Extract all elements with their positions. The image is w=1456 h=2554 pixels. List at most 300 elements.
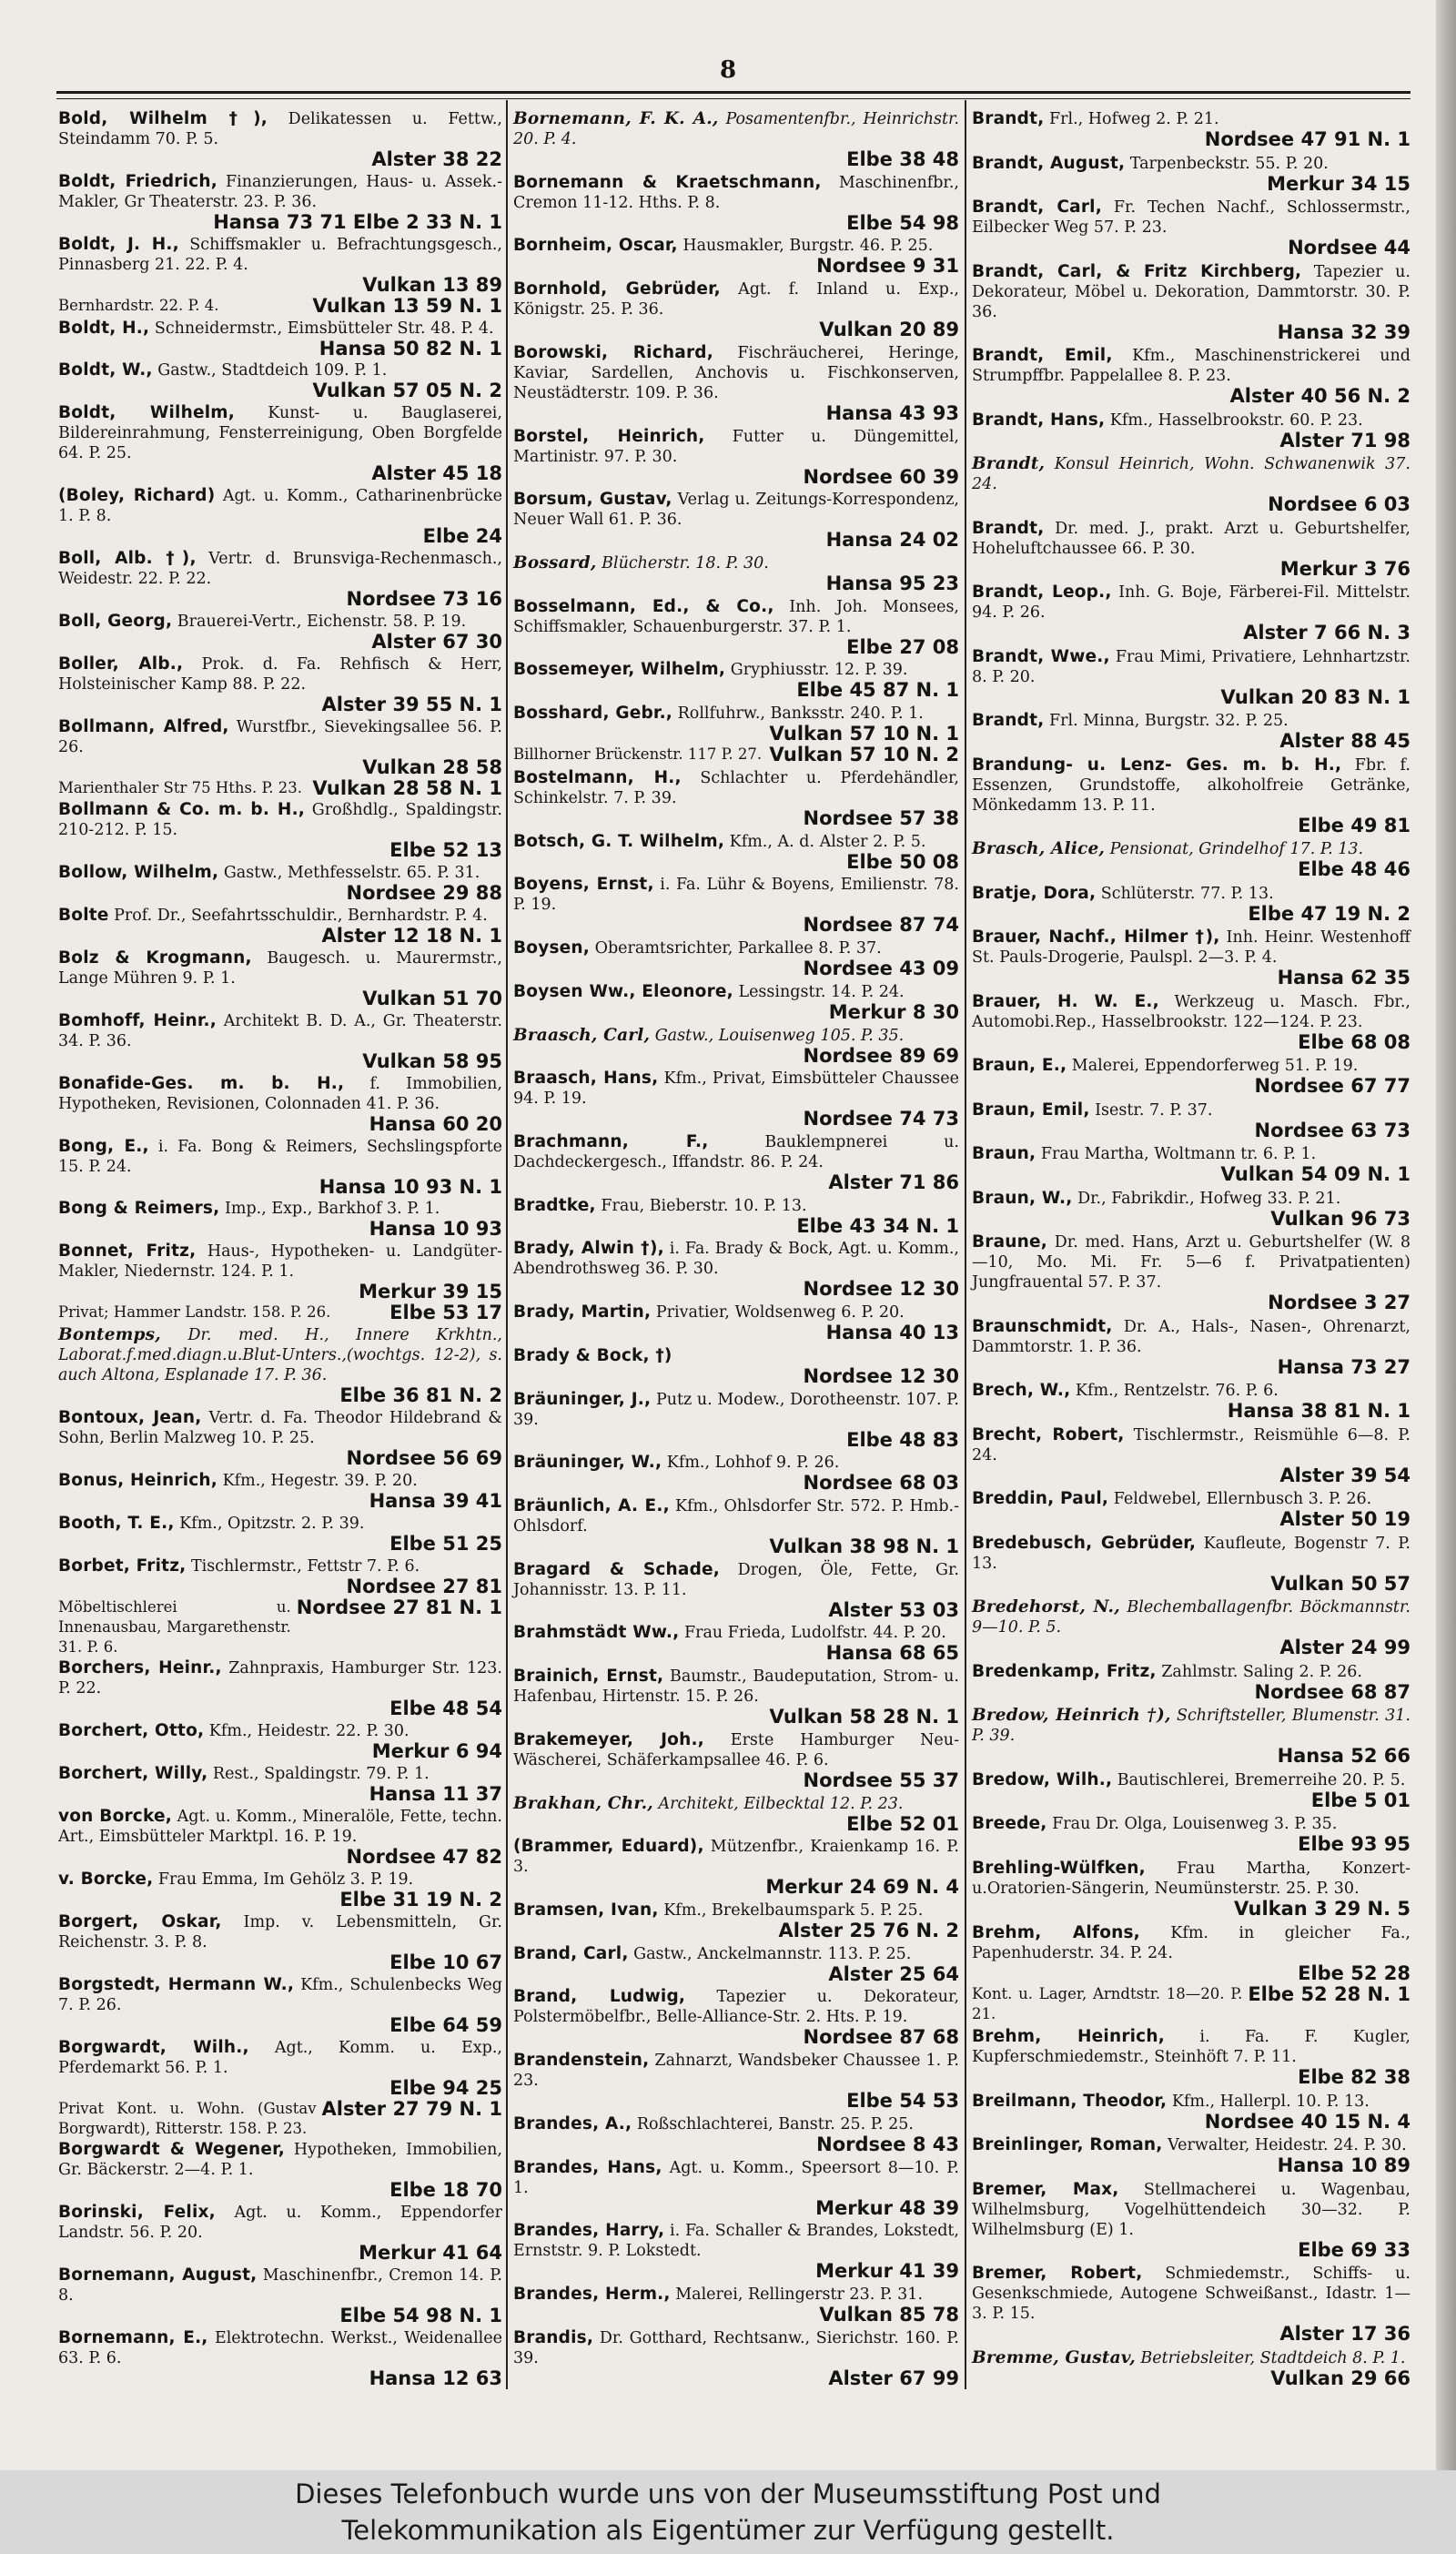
- entry-description: Fr. Techen Nachf., Schlossermstr., Eilbecker Weg 57. P. 23.: [972, 198, 1410, 238]
- phone-number: Nordsee 12 30: [803, 1279, 959, 1301]
- directory-entry: [513, 1987, 959, 2048]
- entry-name: Bontemps,: [58, 1325, 161, 1345]
- directory-entry: [513, 2051, 959, 2112]
- entry-name: Bräuninger, W.,: [513, 1453, 662, 1473]
- entry-description: Schlachter u. Pferdehändler, Schinkelstr. 7. P. 39.: [513, 768, 959, 807]
- entry-description: Tischlermstr., Fettstr 7. P. 6.: [190, 1556, 420, 1576]
- entry-name: Brandt, Emil,: [972, 346, 1113, 366]
- phone-number: Vulkan 28 58 N. 1: [312, 777, 502, 799]
- entry-description: Erste Hamburger Neu-Wäscherei, Schäferkampsallee 46. P. 6.: [513, 1730, 959, 1769]
- phone-number: Vulkan 51 70: [362, 988, 502, 1010]
- directory-entry: [513, 1026, 959, 1067]
- entry-description: Agt. f. Inland u. Exp., Königstr. 25. P. 36.: [513, 280, 959, 319]
- entry-name: Brauer, H. W. E.,: [972, 991, 1159, 1011]
- phone-number: Elbe 45 87 N. 1: [796, 680, 959, 702]
- entry-description: Kfm., Maschinenstrickerei und Strumpffbr. Pappelallee 8. P. 23.: [972, 347, 1410, 386]
- phone-number: Hansa 24 02: [825, 530, 959, 552]
- phone-number: Alster 71 86: [828, 1171, 959, 1193]
- phone-number: Vulkan 13 89: [362, 274, 502, 296]
- phone-number: Alster 27 79 N. 1: [321, 2098, 502, 2120]
- directory-entry: [972, 454, 1410, 515]
- entry-name: Bremer, Max,: [972, 2179, 1119, 2199]
- directory-entry: [972, 2135, 1410, 2176]
- entry-name: Bremme, Gustav,: [972, 2347, 1136, 2367]
- entry-description: i. Fa. Schaller & Brandes, Lokstedt, Ernststr. 9. P. Lokstedt.: [513, 2222, 959, 2261]
- entry-description: Bauklempnerei u. Dachdeckergesch., Iffandstr. 86. P. 24.: [513, 1132, 959, 1171]
- directory-entry: [58, 2265, 502, 2326]
- page-number: 8: [719, 56, 737, 84]
- directory-entry: [972, 1706, 1410, 1767]
- entry-name: Boldt, W.,: [58, 360, 153, 380]
- entry-description: Rest., Spaldingstr. 79. P. 1.: [212, 1765, 430, 1784]
- directory-entry: [58, 319, 502, 360]
- entry-name: Brandt, Wwe.,: [972, 646, 1110, 666]
- entry-description: Maschinenfbr., Cremon 11-12. Hths. P. 8.: [513, 173, 959, 212]
- entry-description: Frau Martha, Konzert-u.Oratorien-Sängerin, Neumünsterstr. 25. P. 30.: [972, 1859, 1410, 1898]
- directory-entry: [58, 1074, 502, 1135]
- entry-name: Brandt, Leop.,: [972, 583, 1112, 603]
- entry-name: Bollow, Wilhelm,: [58, 863, 219, 883]
- directory-entry: [972, 2092, 1410, 2133]
- directory-entry: [58, 1199, 502, 1240]
- entry-name: Bredenkamp, Fritz,: [972, 1661, 1157, 1681]
- phone-number: Alster 24 99: [1279, 1637, 1410, 1659]
- phone-number: Hansa 32 39: [1277, 321, 1410, 343]
- phone-number: Alster 25 64: [828, 1963, 959, 1985]
- entry-additional-line: [58, 2099, 502, 2139]
- directory-entry: [972, 1232, 1410, 1313]
- phone-number: Nordsee 6 03: [1268, 494, 1410, 516]
- phone-number: Elbe 24: [422, 526, 502, 548]
- entry-name: Brady, Martin,: [513, 1302, 652, 1323]
- phone-number: Merkur 8 30: [828, 1001, 959, 1023]
- phone-number: Vulkan 3 29 N. 5: [1234, 1898, 1410, 1920]
- phone-number: Nordsee 67 77: [1254, 1076, 1410, 1098]
- entry-description: Fischräucherei, Heringe, Kaviar, Sardellen, Anchovis u. Fischkonserven, Neustädterstr. 109. P. 36.: [513, 343, 959, 402]
- entry-name: Bradtke,: [513, 1195, 596, 1215]
- entry-description: Zahnarzt, Wandsbeker Chaussee 1. P. 23.: [513, 2052, 959, 2091]
- directory-entry: [972, 1317, 1410, 1378]
- directory-entry: [513, 1667, 959, 1728]
- directory-entry: [972, 109, 1410, 150]
- entry-name: Bolz & Krogmann,: [58, 948, 252, 968]
- directory-entry: [972, 1056, 1410, 1097]
- phone-number: Vulkan 28 58: [362, 756, 502, 778]
- directory-entry: [972, 1381, 1410, 1422]
- entry-name: Bollmann, Alfred,: [58, 716, 229, 736]
- entry-description: Dr. med. H., Innere Krkhtn., Laborat.f.med.diagn.u.Blut-Unters.,(wochtgs. 12-2), s. auch Altona, Esplanade 17. P. 36.: [58, 1326, 502, 1385]
- entry-description: Frau, Bieberstr. 10. P. 13.: [601, 1196, 807, 1215]
- entry-name: Brandung- u. Lenz- Ges. m. b. H.,: [972, 755, 1342, 775]
- phone-number: Elbe 93 95: [1298, 1834, 1410, 1856]
- directory-entry: [972, 262, 1410, 343]
- phone-number: Vulkan 38 98 N. 1: [769, 1535, 959, 1557]
- phone-number: Elbe 48 54: [389, 1698, 502, 1720]
- entry-description: Brauerei-Vertr., Eichenstr. 58. P. 19.: [177, 612, 467, 631]
- phone-number: Elbe 52 01: [846, 1813, 959, 1835]
- footer-line-1: Dieses Telefonbuch wurde uns von der Museumsstiftung Post und: [295, 2478, 1161, 2509]
- entry-description: Stellmacherei u. Wagenbau, Wilhelmsburg, Vogelhüttendeich 30—32. P. Wilhelmsburg (E) 1.: [972, 2180, 1410, 2239]
- directory-entry: [972, 154, 1410, 195]
- directory-entry: [972, 2348, 1410, 2389]
- directory-entry: [513, 875, 959, 936]
- directory-entry: [513, 236, 959, 277]
- entry-name: Botsch, G. T. Wilhelm,: [513, 831, 725, 851]
- directory-entry: [513, 1560, 959, 1621]
- entry-description: Schneidermstr., Eimsbütteler Str. 48. P. 4.: [154, 319, 494, 338]
- entry-description: Schiffsmakler u. Befrachtungsgesch., Pinnasberg 21. 22. P. 4.: [58, 235, 502, 274]
- phone-number: Alster 12 18 N. 1: [321, 926, 502, 948]
- directory-entry: [513, 553, 959, 594]
- entry-description: Tischlermstr., Reismühle 6—8. P. 24.: [972, 1425, 1410, 1464]
- phone-number: Elbe 51 25: [389, 1533, 502, 1555]
- directory-entry: [972, 1189, 1410, 1230]
- entry-name: Braun, W.,: [972, 1188, 1073, 1208]
- phone-number: Vulkan 96 73: [1270, 1208, 1410, 1230]
- directory-entry: [972, 1859, 1410, 1920]
- entry-name: Breede,: [972, 1814, 1047, 1834]
- entry-name: Bräuninger, J.,: [513, 1389, 652, 1409]
- directory-entry: [972, 647, 1410, 708]
- directory-entry: [58, 1471, 502, 1512]
- directory-entry: [58, 403, 502, 484]
- phone-number: Merkur 6 94: [371, 1741, 502, 1763]
- directory-entry: [513, 1837, 959, 1898]
- column-separator: [965, 100, 966, 2389]
- entry-description: Agt. u. Komm., Eppendorfer Landstr. 56. P. 20.: [58, 2204, 502, 2243]
- directory-entry: [58, 1242, 502, 1323]
- directory-entry: [513, 1346, 959, 1387]
- directory-entry: [972, 1534, 1410, 1595]
- entry-name: Bredow, Wilh.,: [972, 1769, 1113, 1789]
- directory-entry: [972, 1923, 1410, 2024]
- entry-name: Brainich, Ernst,: [513, 1667, 664, 1687]
- entry-address: Bernhardstr. 22. P. 4.: [58, 296, 219, 314]
- entry-description: Imp., Exp., Barkhof 3. P. 1.: [224, 1200, 440, 1219]
- entry-name: Brandt,: [972, 109, 1045, 128]
- entry-description: Architekt, Eilbecktal 12. P. 23.: [658, 1794, 904, 1813]
- entry-name: Brandt, Hans,: [972, 410, 1106, 430]
- entry-description: Kfm., Hallerpl. 10. P. 13.: [1171, 2092, 1370, 2111]
- entry-description: Kfm., Brekelbaumspark 5. P. 25.: [663, 1901, 924, 1920]
- phone-number: Hansa 60 20: [369, 1113, 502, 1135]
- entry-description: Prok. d. Fa. Rehfisch & Herr, Holsteinischer Kamp 88. P. 22.: [58, 654, 502, 694]
- phone-number: Alster 38 22: [371, 149, 502, 170]
- phone-number: Elbe 47 19 N. 2: [1248, 903, 1410, 925]
- entry-name: Brandt, Carl,: [972, 198, 1102, 218]
- entry-description: Verwalter, Heidestr. 24. P. 30.: [1168, 2136, 1407, 2155]
- directory-entry: [58, 1514, 502, 1555]
- directory-entry: [513, 832, 959, 873]
- entry-name: Bornhold, Gebrüder,: [513, 279, 721, 299]
- entry-name: Brandt, Carl, & Fritz Kirchberg,: [972, 261, 1302, 281]
- entry-description: Schriftsteller, Blumenstr. 31. P. 39.: [972, 1707, 1410, 1746]
- directory-entry: [513, 1623, 959, 1664]
- entry-description: i. Fa. Bong & Reimers, Sechslingspforte 15. P. 24.: [58, 1137, 503, 1176]
- header-rule: [56, 91, 1410, 94]
- entry-description: Delikatessen u. Fettw., Steindamm 70. P. 5.: [58, 110, 502, 148]
- entry-description: Rollfuhrw., Banksstr. 240. P. 1.: [677, 704, 924, 724]
- entry-description: Haus-, Hypotheken- u. Landgüter-Makler, Niedernstr. 124. P. 1.: [58, 1242, 502, 1282]
- phone-number: Vulkan 85 78: [819, 2305, 959, 2326]
- phone-number: Nordsee 73 16: [346, 589, 502, 611]
- directory-entry: [58, 863, 502, 904]
- phone-number: Hansa 68 65: [825, 1643, 959, 1665]
- entry-description: Blechemballagenfbr. Böckmannstr. 9—10. P. 5.: [972, 1598, 1410, 1637]
- entry-description: Inh. Heinr. Westenhoff St. Pauls-Drogerie, Paulspl. 2—3. P. 4.: [972, 928, 1410, 968]
- entry-description: Tapezier u. Dekorateur, Möbel u. Dekoration, Dammtorstr. 30. P. 36.: [972, 262, 1410, 321]
- entry-name: Braun,: [972, 1144, 1036, 1164]
- entry-description: Zahlmstr. Saling 2. P. 26.: [1161, 1662, 1362, 1681]
- entry-name: Bossemeyer, Wilhelm,: [513, 660, 726, 680]
- entry-name: Brandt, August,: [972, 153, 1126, 173]
- entry-name: Brandes, Harry,: [513, 2221, 665, 2241]
- entry-description: Agt. u. Komm., Mineralöle, Fette, techn. Art., Eimsbütteler Marktpl. 16. P. 19.: [58, 1808, 502, 1847]
- phone-number: Elbe 48 83: [846, 1429, 959, 1451]
- entry-description: i. Fa. Brady & Bock, Agt. u. Komm., Abendrothsweg 36. P. 30.: [513, 1240, 959, 1279]
- entry-description: Frau Mimi, Privatiere, Lehnhartzstr. 8. P. 20.: [972, 647, 1410, 686]
- entry-description: Wurstfbr., Sievekingsallee 56. P. 26.: [58, 717, 502, 756]
- directory-entry: [513, 1794, 959, 1835]
- directory-entry: [58, 486, 502, 547]
- entry-name: Bostelmann, H.,: [513, 767, 682, 787]
- entry-additional-line: [972, 1984, 1410, 2024]
- entry-name: Boldt, H.,: [58, 318, 150, 338]
- entry-description: Kfm., A. d. Alster 2. P. 5.: [729, 832, 926, 851]
- phone-number: Nordsee 74 73: [803, 1109, 959, 1130]
- entry-name: Boyens, Ernst,: [513, 875, 654, 895]
- directory-entry: [58, 2203, 502, 2264]
- entry-name: Bräunlich, A. E.,: [513, 1495, 670, 1515]
- entry-description: Gastw., Stadtdeich 109. P. 1.: [157, 361, 388, 380]
- directory-entry: [58, 654, 502, 715]
- directory-entry: [513, 1390, 959, 1451]
- phone-number: Nordsee 47 91 N. 1: [1204, 129, 1410, 150]
- entry-name: Breinlinger, Roman,: [972, 2135, 1163, 2155]
- phone-number: Merkur 48 39: [815, 2197, 959, 2219]
- directory-entry: [58, 800, 502, 861]
- entry-name: Bonus, Heinrich,: [58, 1470, 218, 1490]
- phone-number: Elbe 54 53: [846, 2091, 959, 2113]
- directory-entry: [58, 717, 502, 799]
- phone-number: Vulkan 54 09 N. 1: [1220, 1164, 1410, 1186]
- entry-description: Agt., Komm. u. Exp., Pferdemarkt 56. P. 1.: [58, 2038, 502, 2077]
- phone-number: Elbe 36 81 N. 2: [339, 1385, 502, 1407]
- entry-name: Bramsen, Ivan,: [513, 1900, 659, 1920]
- directory-entry: [513, 938, 959, 979]
- phone-number: Nordsee 29 88: [346, 883, 502, 905]
- phone-number: Elbe 69 33: [1298, 2239, 1410, 2261]
- phone-number: Elbe 68 08: [1298, 1031, 1410, 1053]
- entry-name: Bornemann & Kraetschmann,: [513, 172, 822, 192]
- entry-description: Fbr. f. Essenzen, Grundstoffe, alkoholfreie Getränke, Mönkedamm 13. P. 11.: [972, 755, 1410, 815]
- phone-number: Nordsee 8 43: [816, 2133, 959, 2155]
- directory-entry: [58, 906, 502, 947]
- phone-number: Vulkan 57 10 N. 2: [769, 745, 959, 766]
- entry-name: Bornemann, F. K. A.,: [513, 109, 719, 128]
- phone-number: Hansa 52 66: [1277, 1746, 1410, 1768]
- entry-description: Frl., Hofweg 2. P. 21.: [1048, 110, 1219, 128]
- directory-entry: [972, 2027, 1410, 2088]
- entry-description: Lessingstr. 14. P. 24.: [738, 982, 905, 1001]
- phone-number: Nordsee 3 27: [1268, 1292, 1410, 1314]
- entry-name: Braasch, Hans,: [513, 1069, 659, 1089]
- directory-entry: [972, 1425, 1410, 1486]
- directory-entry: [58, 2038, 502, 2139]
- entry-description: Finanzierungen, Haus- u. Assek.-Makler, Gr Theaterstr. 23. P. 36.: [58, 172, 502, 211]
- entry-description: Schmiedemstr., Schiffs- u. Gesenkschmiede, Autogene Schweißanst., Idastr. 1—3. P. 15.: [972, 2265, 1410, 2324]
- phone-number: Vulkan 20 89: [819, 319, 959, 341]
- directory-entry: [513, 490, 959, 551]
- entry-description: Kfm., Lohhof 9. P. 26.: [666, 1454, 840, 1473]
- entry-name: Borchert, Willy,: [58, 1764, 208, 1784]
- entry-name: Bragard & Schade,: [513, 1559, 720, 1579]
- directory-entry: [972, 1814, 1410, 1855]
- phone-number: Nordsee 63 73: [1254, 1120, 1410, 1141]
- directory-entry: [972, 1489, 1410, 1530]
- entry-name: Bredow, Heinrich †),: [972, 1706, 1171, 1726]
- phone-number: Alster 25 76 N. 2: [778, 1921, 959, 1941]
- entry-description: Bautischlerei, Bremerreihe 20. P. 5.: [1117, 1770, 1406, 1789]
- phone-number: Nordsee 60 39: [803, 466, 959, 488]
- directory-entry: [513, 279, 959, 340]
- phone-number: Elbe 52 28: [1298, 1962, 1410, 1984]
- entry-name: Bosshard, Gebr.,: [513, 704, 673, 724]
- directory-entry: [513, 109, 959, 170]
- entry-name: Borowski, Richard,: [513, 342, 713, 362]
- phone-number: Hansa 73 71 Elbe 2 33 N. 1: [213, 211, 502, 233]
- phone-number: Elbe 53 17: [389, 1302, 502, 1324]
- entry-name: Brandes, A.,: [513, 2113, 632, 2133]
- entry-description: Gryphiusstr. 12. P. 39.: [730, 661, 908, 680]
- entry-name: (Boley, Richard): [58, 486, 216, 506]
- entry-name: Bong & Reimers,: [58, 1199, 220, 1219]
- phone-number: Alster 53 03: [828, 1599, 959, 1621]
- entry-additional-line: [58, 778, 502, 799]
- entry-description: Werkzeug u. Masch. Fbr., Automobi.Rep., Hasselbrookstr. 122—124. P. 23.: [972, 992, 1410, 1031]
- phone-number: Elbe 31 19 N. 2: [339, 1889, 502, 1910]
- entry-description: Mützenfbr., Kraienkamp 16. P. 3.: [513, 1838, 959, 1877]
- entry-name: Braunschmidt,: [972, 1316, 1113, 1336]
- entry-name: Boldt, J. H.,: [58, 234, 179, 254]
- entry-name: Brandenstein,: [513, 2051, 650, 2071]
- entry-name: Brachmann, F.,: [513, 1131, 709, 1151]
- directory-entry: [972, 1597, 1410, 1658]
- entry-name: Bold, Wilhelm †),: [58, 109, 268, 128]
- entry-name: Borgwardt & Wegener,: [58, 2140, 285, 2160]
- entry-description: Inh. Joh. Monsees, Schiffsmakler, Schauenburgerstr. 37. P. 1.: [513, 597, 959, 636]
- column-1: [58, 109, 502, 2389]
- phone-number: Vulkan 13 59 N. 1: [312, 295, 502, 317]
- directory-entry: [513, 1900, 959, 1941]
- directory-entry: [972, 1100, 1410, 1141]
- entry-name: Bolte: [58, 906, 109, 926]
- entry-address: Möbeltischlerei u. Innenausbau, Margarethenstr. 31. P. 6.: [58, 1597, 291, 1656]
- directory-entry: [972, 2264, 1410, 2345]
- entry-description: Prof. Dr., Seefahrtsschuldir., Bernhardstr. P. 4.: [114, 907, 488, 926]
- phone-number: Nordsee 43 09: [803, 958, 959, 980]
- phone-number: Elbe 38 48: [846, 149, 959, 170]
- phone-number: Elbe 52 13: [389, 840, 502, 862]
- entry-description: Architekt B. D. A., Gr. Theaterstr. 34. P. 36.: [58, 1011, 502, 1050]
- phone-number: Alster 88 45: [1279, 731, 1410, 753]
- entry-description: Kfm., Opitzstr. 2. P. 39.: [179, 1514, 365, 1533]
- entry-description: Maschinenfbr., Cremon 14. P. 8.: [58, 2266, 502, 2306]
- phone-number: Nordsee 89 69: [803, 1045, 959, 1067]
- entry-description: Kfm., Rentzelstr. 76. P. 6.: [1075, 1382, 1279, 1401]
- directory-entry: [972, 992, 1410, 1053]
- entry-name: Bosselmann, Ed., & Co.,: [513, 596, 774, 616]
- entry-name: Bonafide-Ges. m. b. H.,: [58, 1073, 345, 1093]
- entry-name: Boldt, Friedrich,: [58, 171, 217, 191]
- phone-number: Vulkan 57 10 N. 1: [769, 724, 959, 745]
- phone-number: Nordsee 12 30: [803, 1365, 959, 1387]
- entry-name: Brecht, Robert,: [972, 1424, 1125, 1444]
- entry-description: Dr. A., Hals-, Nasen-, Ohrenarzt, Dammtorstr. 1. P. 36.: [972, 1317, 1410, 1356]
- phone-number: Nordsee 27 81 N. 1: [296, 1596, 502, 1618]
- entry-description: Schlüterstr. 77. P. 13.: [1100, 884, 1274, 903]
- entry-name: Bredebusch, Gebrüder,: [972, 1533, 1197, 1553]
- entry-name: Borchert, Otto,: [58, 1721, 205, 1741]
- phone-number: Hansa 10 89: [1277, 2155, 1410, 2177]
- entry-description: i. Fa. Lühr & Boyens, Emilienstr. 78. P. 19.: [513, 876, 959, 915]
- entry-description: f. Immobilien, Hypotheken, Revisionen, Colonnaden 41. P. 36.: [58, 1074, 502, 1113]
- entry-description: Vertr. d. Fa. Theodor Hildebrand & Sohn, Berlin Malzweg 10. P. 25.: [58, 1409, 502, 1448]
- directory-entry: [972, 2180, 1410, 2261]
- entry-name: Brehling-Wülfken,: [972, 1858, 1146, 1878]
- phone-number: Merkur 41 39: [815, 2261, 959, 2283]
- directory-entry: [972, 346, 1410, 407]
- phone-number: Hansa 43 93: [825, 402, 959, 424]
- page-edge: [1436, 0, 1456, 2470]
- directory-entry: [972, 583, 1410, 644]
- phone-number: Alster 40 56 N. 2: [1229, 386, 1410, 408]
- directory-entry: [58, 172, 502, 233]
- phone-number: Merkur 41 64: [359, 2243, 502, 2265]
- footer-notice: [0, 2470, 1456, 2554]
- directory-entry: [58, 1764, 502, 1805]
- entry-description: Betriebsleiter, Stadtdeich 8. P. 1.: [1140, 2348, 1406, 2367]
- entry-name: Bontoux, Jean,: [58, 1408, 202, 1428]
- entry-name: Bong, E.,: [58, 1136, 149, 1156]
- phone-number: Nordsee 68 87: [1254, 1681, 1410, 1703]
- phone-number: Merkur 3 76: [1279, 558, 1410, 580]
- phone-number: Merkur 24 69 N. 4: [765, 1877, 959, 1899]
- entry-name: Bomhoff, Heinr.,: [58, 1010, 217, 1030]
- entry-description: Frau Frieda, Ludolfstr. 44. P. 20.: [683, 1624, 946, 1643]
- entry-name: Bornemann, August,: [58, 2265, 258, 2285]
- phone-number: Hansa 38 81 N. 1: [1227, 1401, 1410, 1423]
- phone-number: Elbe 10 67: [389, 1951, 502, 1973]
- entry-description: Baumstr., Baudeputation, Strom- u. Hafenbau, Hirtenstr. 15. P. 26.: [513, 1667, 959, 1707]
- phone-number: Hansa 95 23: [825, 573, 959, 595]
- directory-entry: [513, 1196, 959, 1237]
- column-2: [513, 109, 959, 2389]
- entry-name: Braasch, Carl,: [513, 1025, 651, 1045]
- phone-number: Alster 67 99: [828, 2367, 959, 2389]
- phone-number: Hansa 10 93: [369, 1219, 502, 1241]
- phone-number: Alster 50 19: [1279, 1509, 1410, 1531]
- entry-name: Boll, Georg,: [58, 611, 173, 631]
- entry-name: Bornheim, Oscar,: [513, 236, 678, 256]
- phone-number: Nordsee 55 37: [803, 1769, 959, 1791]
- directory-entry: [513, 768, 959, 829]
- phone-number: Vulkan 50 57: [1270, 1573, 1410, 1595]
- entry-description: Pensionat, Grindelhof 17. P. 13.: [1109, 840, 1364, 859]
- entry-description: Futter u. Düngemittel, Martinistr. 97. P. 30.: [513, 427, 959, 466]
- entry-description: Kunst- u. Bauglaserei, Bildereinrahmung, Fensterreinigung, Oben Borgfelde 64. P. 25.: [58, 404, 502, 463]
- directory-entry: [513, 2285, 959, 2326]
